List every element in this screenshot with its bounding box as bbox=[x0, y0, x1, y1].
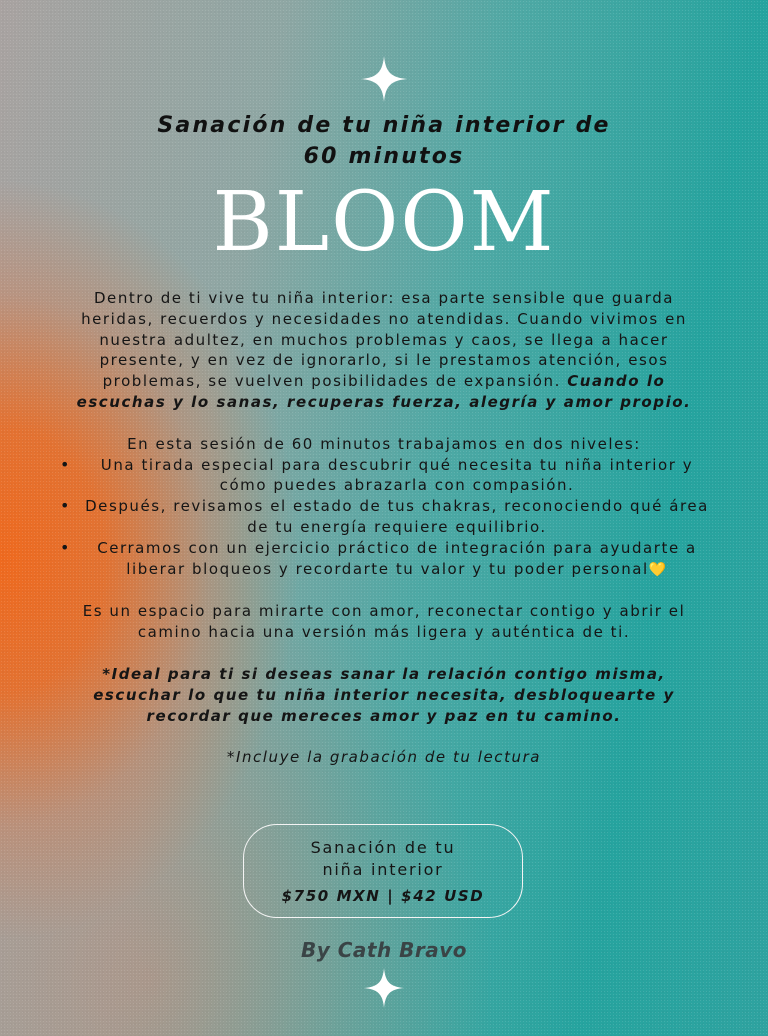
heart-icon: 💛 bbox=[648, 561, 668, 578]
ideal-paragraph: *Ideal para ti si deseas sanar la relación contigo misma, escuchar lo que tu niña interior necesita, desbloquearte y recordar que mereces amor y paz en tu camino. bbox=[93, 664, 675, 725]
price-amount: $750 MXN | $42 USD bbox=[281, 887, 485, 905]
description-body bbox=[56, 288, 712, 768]
author-credit: By Cath Bravo bbox=[300, 938, 468, 962]
price-name-line-1: Sanación de tu bbox=[310, 838, 456, 857]
intro-emphasis: Cuando lo escuchas y lo sanas, recuperas fuerza, alegría y amor propio. bbox=[76, 372, 692, 411]
bullet-text-3: Cerramos con un ejercicio práctico de integración para ayudarte a liberar bloqueos y recordarte tu valor y tu poder personal bbox=[97, 538, 697, 578]
subtitle-line-1: Sanación de tu niña interior de bbox=[157, 113, 611, 138]
sparkle-icon bbox=[364, 968, 404, 1008]
session-heading: En esta sesión de 60 minutos trabajamos en dos niveles: bbox=[127, 434, 641, 453]
price-button[interactable] bbox=[243, 824, 523, 918]
brand-title: BLOOM bbox=[212, 175, 556, 270]
bullet-text-1: Una tirada especial para descubrir qué necesita tu niña interior y cómo puedes abrazarla con compasión. bbox=[100, 455, 694, 495]
bullet-icon: • bbox=[60, 537, 71, 557]
sparkle-icon bbox=[361, 56, 407, 102]
intro-paragraph: Dentro de ti vive tu niña interior: esa parte sensible que guarda heridas, recuerdos y necesidades no atendidas. Cuando vivimos en nuestra adultez, en muchos problemas y caos, se llega a hacer presente, y en vez de ignorarlo, si le prestamos atención, esos problemas, se vuelven posibilidades de expansión. bbox=[81, 289, 687, 391]
subtitle-line-2: 60 minutos bbox=[303, 144, 465, 169]
bullet-icon: • bbox=[60, 496, 71, 516]
price-service-name bbox=[244, 837, 522, 881]
list-item bbox=[56, 538, 712, 581]
closing-paragraph: Es un espacio para mirarte con amor, reconectar contigo y abrir el camino hacia una versión más ligera y auténtica de ti. bbox=[82, 602, 686, 642]
list-item bbox=[56, 455, 712, 497]
bullet-icon: • bbox=[60, 454, 71, 474]
price-name-line-2: niña interior bbox=[322, 860, 444, 879]
session-bullet-list bbox=[56, 455, 712, 581]
includes-note: *Incluye la grabación de tu lectura bbox=[226, 748, 542, 767]
bullet-text-2: Después, revisamos el estado de tus chakras, reconociendo qué área de tu energía requiere equilibrio. bbox=[85, 497, 709, 536]
list-item bbox=[56, 496, 712, 538]
session-subtitle bbox=[0, 110, 768, 172]
